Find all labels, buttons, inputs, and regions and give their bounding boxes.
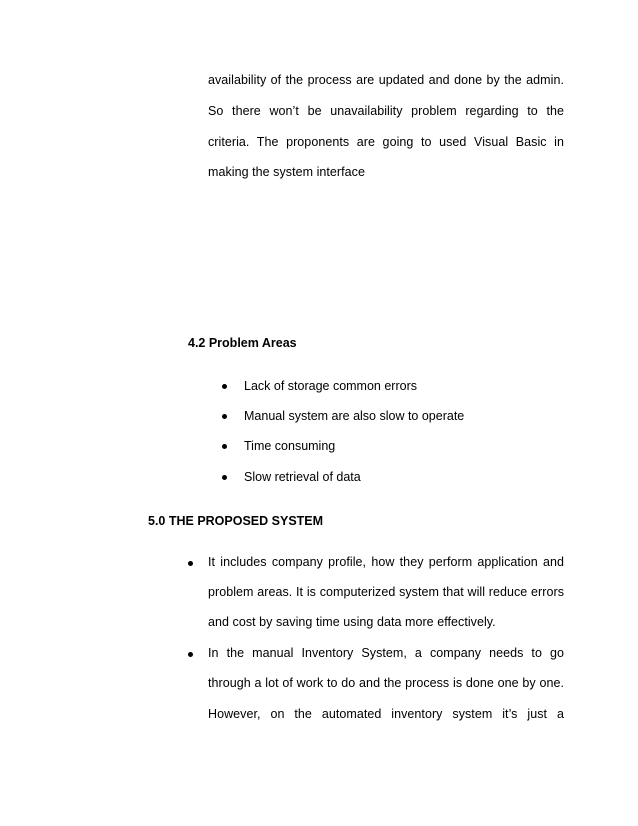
paragraph-line: criteria. The proponents are going to used Visual Basic in	[208, 135, 564, 149]
bullet-icon	[222, 475, 227, 480]
list-item-text: Manual system are also slow to operate	[244, 409, 465, 423]
paragraph-line: In the manual Inventory System, a company needs to go	[208, 646, 564, 660]
bullet-icon	[188, 652, 193, 657]
paragraph-line: It includes company profile, how they perform application and	[208, 555, 564, 569]
list-item-text: Lack of storage common errors	[244, 379, 417, 393]
bullet-icon	[188, 561, 193, 566]
paragraph-line: through a lot of work to do and the process is done one by one.	[208, 676, 564, 690]
bullet-icon	[222, 414, 227, 419]
paragraph-line: However, on the automated inventory system it’s just a	[208, 707, 564, 721]
paragraph-line: making the system interface	[208, 165, 365, 179]
list-item-text: Slow retrieval of data	[244, 470, 361, 484]
paragraph-line: problem areas. It is computerized system that will reduce errors	[208, 585, 564, 599]
paragraph-line: and cost by saving time using data more effectively.	[208, 615, 496, 629]
paragraph-line: availability of the process are updated and done by the admin.	[208, 73, 564, 87]
list-item-text: Time consuming	[244, 439, 336, 453]
bullet-icon	[222, 444, 227, 449]
section-heading-proposed-system: 5.0 THE PROPOSED SYSTEM	[148, 514, 324, 528]
paragraph-line: So there won’t be unavailability problem regarding to the	[208, 104, 564, 118]
section-heading-problem-areas: 4.2 Problem Areas	[188, 336, 297, 350]
bullet-icon	[222, 384, 227, 389]
